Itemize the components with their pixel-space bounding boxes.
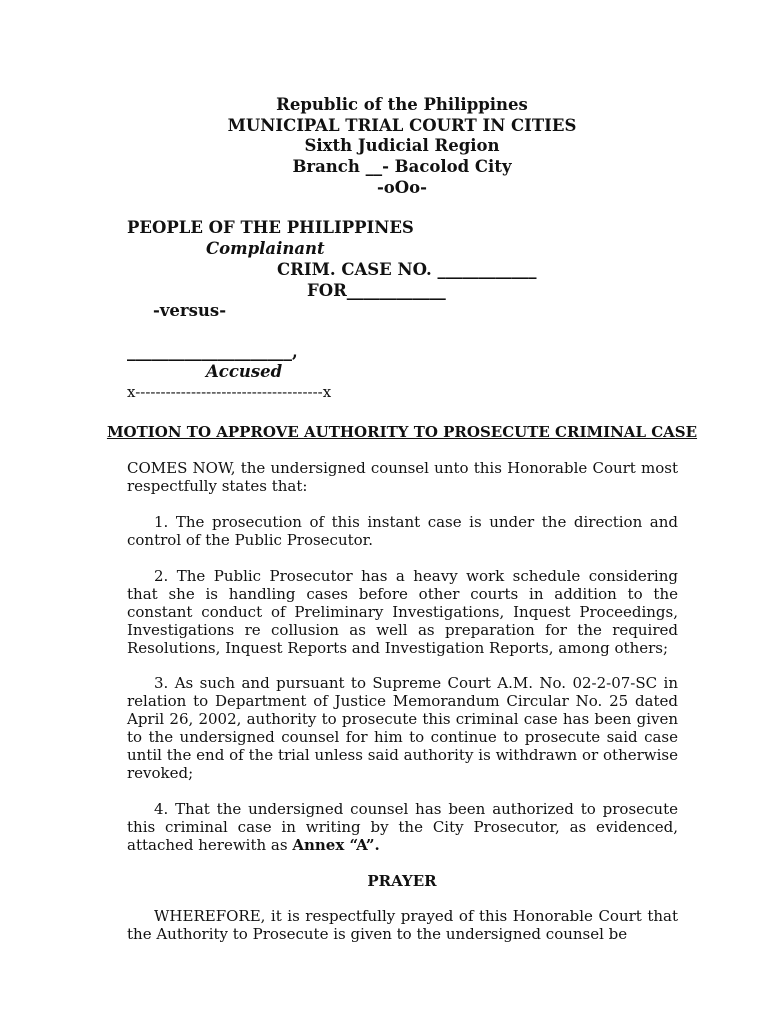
header-branch: Branch __- Bacolod City bbox=[292, 157, 512, 176]
paragraph-4 bbox=[127, 800, 678, 854]
plaintiff-name: PEOPLE OF THE PHILIPPINES bbox=[127, 218, 414, 237]
header-region: Sixth Judicial Region bbox=[304, 136, 500, 155]
paragraph-1: 1. The prosecution of this instant case is under the direction and control of the Public Prosecutor. bbox=[127, 513, 678, 549]
prayer-paragraph: WHEREFORE, it is respectfully prayed of this Honorable Court that the Authority to Prosecute is given to the undersigned counsel be bbox=[127, 907, 678, 943]
intro-paragraph: COMES NOW, the undersigned counsel unto this Honorable Court most respectfully states that: bbox=[127, 459, 678, 495]
header-court: MUNICIPAL TRIAL COURT IN CITIES bbox=[227, 116, 577, 135]
case-for: FOR____________ bbox=[307, 281, 446, 300]
annex-reference: Annex “A”. bbox=[292, 836, 380, 854]
motion-title: MOTION TO APPROVE AUTHORITY TO PROSECUTE CRIMINAL CASE bbox=[106, 423, 698, 441]
case-number: CRIM. CASE NO. ____________ bbox=[277, 260, 537, 279]
accused-role: Accused bbox=[206, 362, 283, 381]
caption-separator: x-------------------------------------x bbox=[127, 383, 332, 401]
accused-blank: ____________________, bbox=[127, 342, 298, 361]
paragraph-3: 3. As such and pursuant to Supreme Court A.M. No. 02-2-07-SC in relation to Department of Justice Memorandum Circular No. 25 dated April 26, 2002, authority to prosecute this criminal case has been given to the undersigned counsel for him to continue to prosecute said case until the end of the trial unless said authority is withdrawn or otherwise revoked; bbox=[127, 674, 678, 782]
paragraph-2: 2. The Public Prosecutor has a heavy work schedule considering that she is handling cases before other courts in addition to the constant conduct of Preliminary Investigations, Inquest Proceedings, Investigations re collusion as well as preparation for the required Resolutions, Inquest Reports and Investigation Reports, among others; bbox=[127, 567, 678, 657]
versus-label: -versus- bbox=[153, 301, 227, 320]
paragraph-4-text: 4. That the undersigned counsel has been authorized to prosecute this criminal case in writing by the City Prosecutor, as evidenced, attached herewith as bbox=[127, 800, 678, 854]
header-republic: Republic of the Philippines bbox=[276, 95, 528, 114]
prayer-heading: PRAYER bbox=[367, 872, 437, 890]
header-ornament: -oOo- bbox=[376, 178, 428, 197]
plaintiff-role: Complainant bbox=[206, 239, 325, 258]
